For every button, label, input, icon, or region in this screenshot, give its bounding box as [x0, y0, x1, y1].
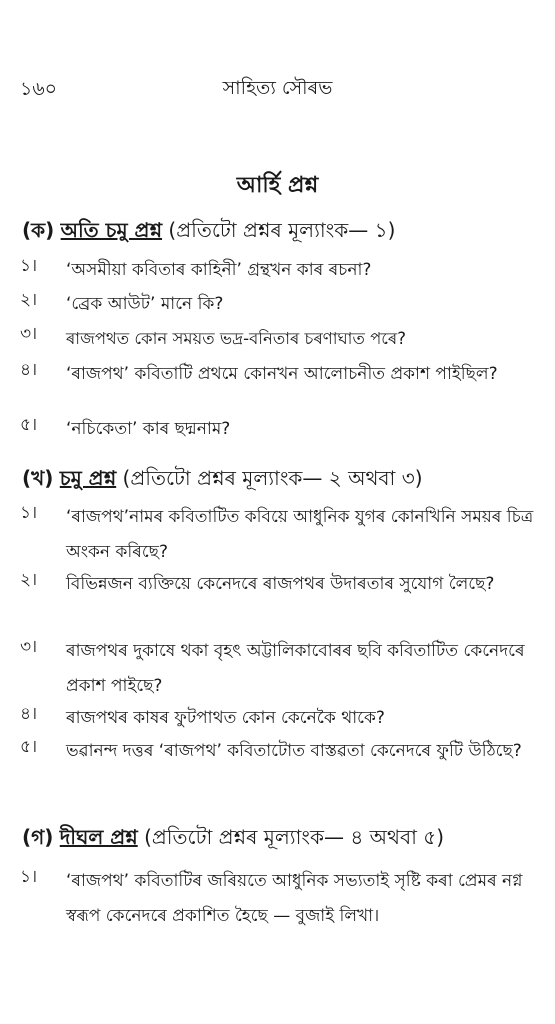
- question-text: ‘অসমীয়া কবিতাৰ কাহিনী’ গ্ৰন্থখন কাৰ ৰচনা?: [66, 260, 372, 280]
- question-text: ‘ৰাজপথ’ কবিতাটিৰ জৰিয়তে আধুনিক সভ্যতাই সৃষ্টি কৰা প্ৰেমৰ নগ্ন স্বৰূপ কেনেদৰে প্ৰকাশিত হৈছে — বুজাই লিখা।: [66, 871, 523, 926]
- question-number: ২।: [20, 290, 38, 310]
- question-item: [20, 864, 535, 934]
- question-number: ২।: [20, 570, 38, 590]
- question-item: [20, 734, 535, 769]
- section-marks: (প্ৰতিটো প্ৰশ্নৰ মূল্যাংক— ২ অথবা ৩): [122, 466, 423, 490]
- section-heading-c: [22, 823, 444, 856]
- section-name: দীঘল প্ৰশ্ন: [59, 825, 138, 849]
- question-text: ৰাজপথৰ দুকাষে থকা বৃহৎ অট্টালিকাবোৰৰ ছবি কবিতাটিত কেনেদৰে প্ৰকাশ পাইছে?: [66, 641, 525, 696]
- section-marks: (প্ৰতিটো প্ৰশ্নৰ মূল্যাংক— ১): [168, 218, 396, 242]
- question-item: [20, 567, 535, 602]
- question-number: ৩।: [20, 324, 38, 344]
- question-text: ভৱানন্দ দত্তৰ ‘ৰাজপথ’ কবিতাটোত বাস্তৱতা কেনেদৰে ফুটি উঠিছে?: [66, 741, 522, 761]
- question-number: ৫।: [20, 737, 38, 757]
- section-name: চমু প্ৰশ্ন: [59, 466, 117, 490]
- section-heading-a: [22, 216, 395, 249]
- question-text: ৰাজপথৰ কাষৰ ফুটপাথত কোন কেনেকৈ থাকে?: [66, 708, 385, 728]
- question-number: ৩।: [20, 637, 38, 657]
- question-item: [20, 253, 535, 288]
- question-item: [20, 634, 535, 704]
- question-text: ‘ৰাজপথ’নামৰ কবিতাটিত কবিয়ে আধুনিক যুগৰ কোনখিনি সময়ৰ চিত্ৰ অংকন কৰিছে?: [66, 507, 534, 562]
- question-text: ৰাজপথত কোন সময়ত ভদ্ৰ-বনিতাৰ চৰণাঘাত পৰে?: [66, 329, 406, 348]
- question-item: [20, 321, 535, 356]
- section-marks: (প্ৰতিটো প্ৰশ্নৰ মূল্যাংক— ৪ অথবা ৫): [144, 825, 445, 849]
- section-heading-b: [22, 464, 423, 497]
- question-text: বিভিন্নজন ব্যক্তিয়ে কেনেদৰে ৰাজপথৰ উদাৰতাৰ সুযোগ লৈছে?: [66, 574, 495, 594]
- question-item: [20, 357, 535, 392]
- section-label: (গ): [22, 825, 54, 849]
- section-label: (খ): [22, 466, 54, 490]
- page-title: আৰ্হি প্ৰশ্ন: [236, 173, 319, 198]
- page-number: ১৬০: [20, 78, 58, 100]
- question-number: ১।: [20, 256, 38, 276]
- question-number: ১।: [20, 503, 38, 523]
- question-item: [20, 412, 535, 447]
- question-number: ৪।: [20, 704, 38, 724]
- question-item: [20, 701, 535, 736]
- section-name: অতি চমু প্ৰশ্ন: [60, 218, 163, 242]
- question-number: ৪।: [20, 360, 38, 380]
- question-number: ১।: [20, 867, 38, 887]
- question-item: [20, 500, 535, 570]
- running-header: সাহিত্য সৌৰভ: [222, 77, 333, 99]
- question-number: ৫।: [20, 415, 38, 435]
- question-item: [20, 287, 535, 322]
- question-text: ‘ব্ৰেক আউট’ মানে কি?: [66, 294, 224, 314]
- section-label: (ক): [22, 218, 55, 242]
- question-text: ‘ৰাজপথ’ কবিতাটি প্ৰথমে কোনখন আলোচনীত প্ৰকাশ পাইছিল?: [66, 364, 498, 384]
- question-text: ‘নচিকেতা’ কাৰ ছদ্মনাম?: [66, 419, 231, 439]
